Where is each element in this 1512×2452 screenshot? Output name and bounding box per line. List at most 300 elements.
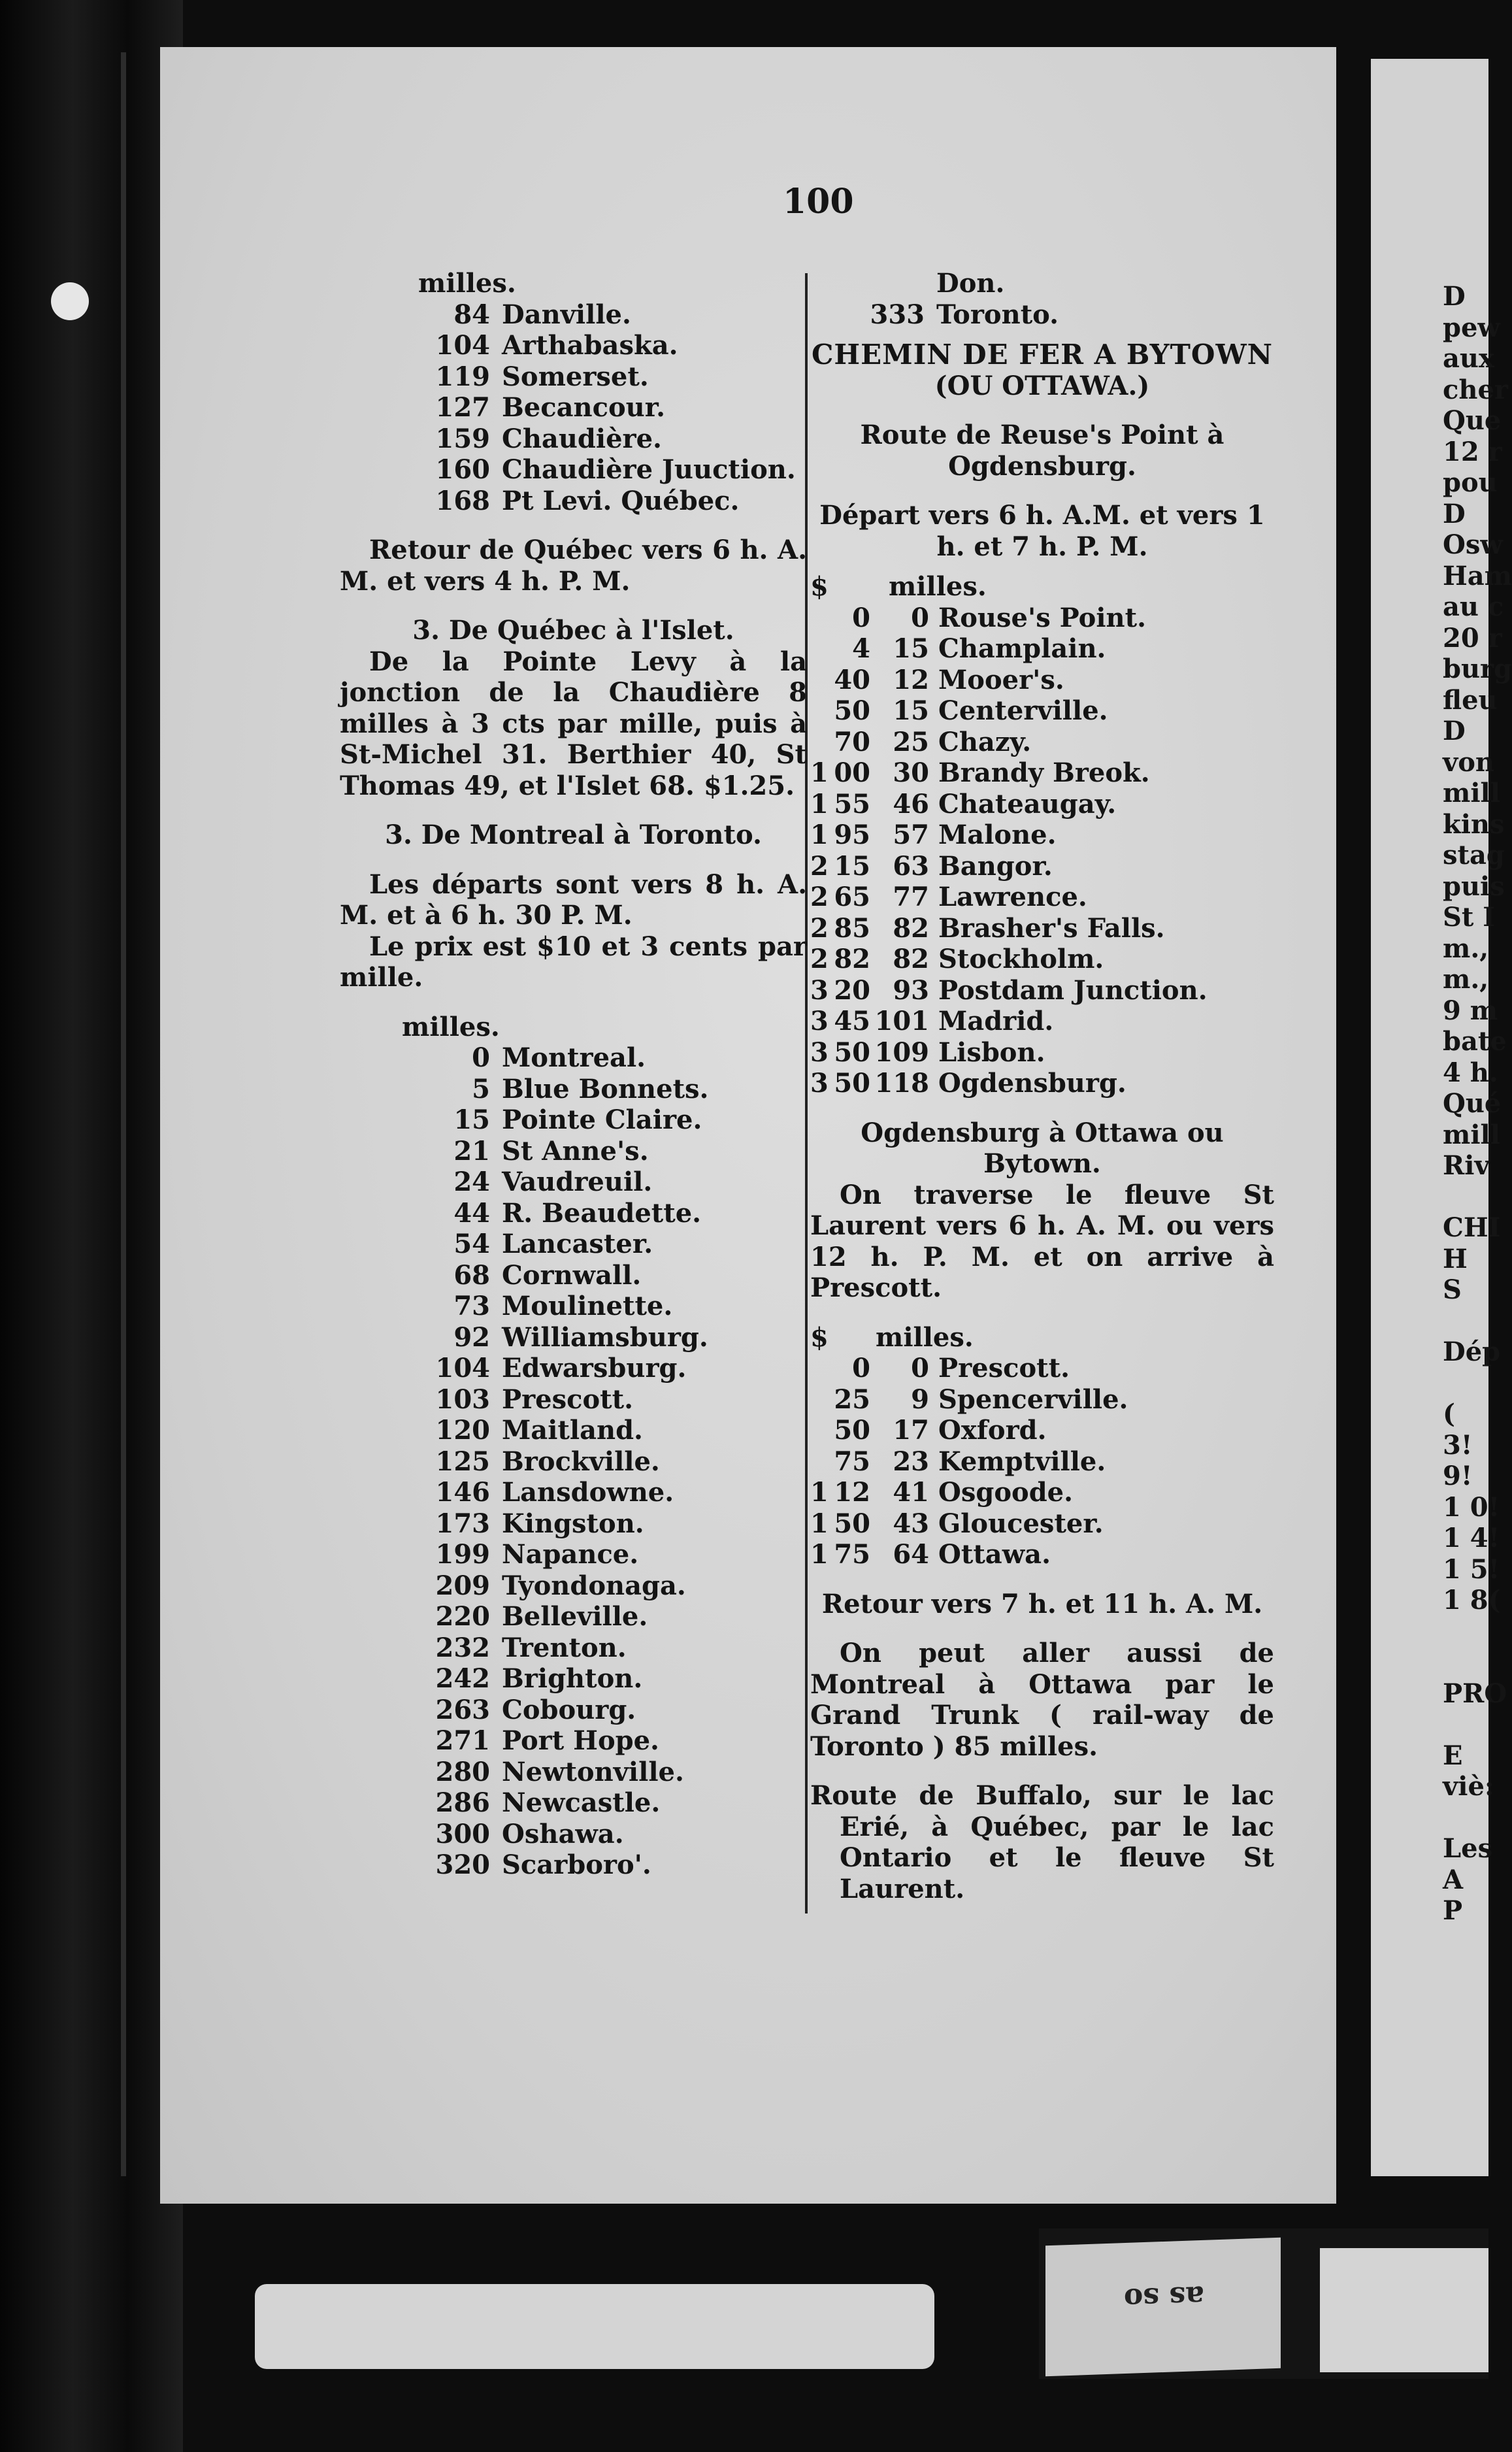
fare-cents: 70 bbox=[834, 726, 870, 757]
facing-text-fragment: PRO bbox=[1443, 1678, 1507, 1709]
facing-text-fragment: mill bbox=[1443, 778, 1500, 808]
station-name: Don. bbox=[936, 268, 1005, 299]
fare-dollars: 1 bbox=[810, 1539, 829, 1570]
mileage: 119 bbox=[435, 361, 490, 392]
facing-text-fragment: m., bbox=[1443, 964, 1489, 995]
route-title-rouses-point: Route de Reuse's Point à Ogdensburg. bbox=[860, 420, 1224, 482]
fare-row bbox=[810, 665, 1274, 696]
spine-line bbox=[121, 52, 126, 2176]
fare-row bbox=[810, 1384, 1274, 1416]
mileage: 104 bbox=[435, 1353, 490, 1383]
mileage: 24 bbox=[453, 1167, 490, 1197]
station-row bbox=[340, 1819, 807, 1850]
return-note-1: Retour de Québec vers 6 h. A. M. et vers 4 h. P. M. bbox=[340, 535, 807, 597]
facing-text-fragment: kins bbox=[1443, 808, 1505, 840]
fare-cents: 40 bbox=[834, 664, 870, 695]
station-list-1 bbox=[340, 299, 807, 517]
mileage: 54 bbox=[453, 1229, 490, 1259]
station-name: Newtonville. bbox=[502, 1756, 684, 1787]
station-name: Cobourg. bbox=[502, 1694, 636, 1725]
fare-row bbox=[810, 944, 1274, 975]
facing-text-fragment: E bbox=[1443, 1740, 1463, 1771]
fare-cents: 85 bbox=[834, 912, 870, 944]
facing-text-fragment: m., bbox=[1443, 933, 1489, 964]
mileage: 0 bbox=[911, 602, 929, 633]
facing-text-fragment: D bbox=[1443, 281, 1466, 312]
station-row bbox=[340, 1074, 807, 1105]
mileage: 0 bbox=[911, 1353, 929, 1383]
facing-text-fragment: A bbox=[1443, 1864, 1464, 1895]
station-name: Moulinette. bbox=[502, 1291, 673, 1321]
fare-dollars bbox=[810, 1415, 825, 1446]
fare-cents: 75 bbox=[834, 1539, 870, 1570]
station-name: Brandy Breok. bbox=[938, 757, 1150, 788]
departure-times: Départ vers 6 h. A.M. et vers 1 h. et 7 h. P. M. bbox=[819, 500, 1265, 562]
facing-text-fragment: pew bbox=[1443, 312, 1500, 343]
station-row bbox=[340, 1695, 807, 1726]
fare-row bbox=[810, 975, 1274, 1006]
station-row bbox=[340, 1601, 807, 1632]
fare-cents: 20 bbox=[834, 974, 870, 1006]
unit-header bbox=[340, 1012, 807, 1043]
station-name: Port Hope. bbox=[502, 1725, 659, 1756]
station-name: Mooer's. bbox=[938, 664, 1064, 695]
station-row bbox=[340, 1632, 807, 1664]
mileage bbox=[810, 268, 936, 299]
scrap-card bbox=[1320, 2248, 1488, 2372]
station-name: Toronto. bbox=[936, 299, 1059, 330]
fare-cents: 95 bbox=[834, 820, 870, 850]
station-name: Montreal. bbox=[502, 1042, 646, 1073]
mileage: 82 bbox=[893, 912, 929, 944]
station-name: St Anne's. bbox=[502, 1135, 649, 1167]
station-row bbox=[340, 1787, 807, 1819]
mileage: 333 bbox=[870, 299, 925, 330]
fare-dollars: 3 bbox=[810, 1006, 829, 1036]
facing-text-fragment: Ham bbox=[1443, 560, 1512, 591]
station-row bbox=[340, 1322, 807, 1353]
station-row bbox=[340, 299, 807, 331]
fare-dollars bbox=[810, 603, 825, 634]
station-name: Arthabaska. bbox=[502, 330, 678, 361]
mileage: 118 bbox=[874, 1068, 929, 1099]
station-row bbox=[340, 423, 807, 455]
mileage: 21 bbox=[453, 1135, 490, 1167]
station-name: Stockholm. bbox=[938, 944, 1104, 974]
station-row bbox=[340, 1229, 807, 1260]
fare-row bbox=[810, 789, 1274, 820]
station-name: Belleville. bbox=[502, 1601, 648, 1632]
grand-trunk-note: On peut aller aussi de Montreal à Ottawa par le Grand Trunk ( rail-way de Toronto ) 85 milles. bbox=[810, 1638, 1274, 1762]
station-name: Lancaster. bbox=[502, 1229, 653, 1259]
fare-row bbox=[810, 1068, 1274, 1099]
station-name: Gloucester. bbox=[938, 1508, 1104, 1539]
station-row bbox=[810, 299, 1274, 331]
facing-text-fragment: cher bbox=[1443, 374, 1508, 405]
facing-text-fragment: aux bbox=[1443, 343, 1494, 374]
mileage: 68 bbox=[453, 1259, 490, 1291]
station-name: Lawrence. bbox=[938, 882, 1087, 912]
station-row bbox=[340, 1849, 807, 1881]
station-row bbox=[340, 1415, 807, 1446]
fare-cents: 50 bbox=[834, 1036, 870, 1068]
station-name: Madrid. bbox=[938, 1006, 1054, 1036]
fare-cents: 75 bbox=[834, 1446, 870, 1477]
fare-row bbox=[810, 851, 1274, 882]
mileage: 84 bbox=[453, 299, 490, 330]
mileage: 271 bbox=[435, 1725, 490, 1756]
mileage: 168 bbox=[435, 485, 490, 516]
mileage: 57 bbox=[893, 820, 929, 850]
fare-dollars bbox=[810, 1446, 825, 1478]
unit-header bbox=[340, 268, 807, 299]
section-title-quebec-islet: 3. De Québec à l'Islet. bbox=[412, 615, 734, 646]
fare-cents: 0 bbox=[852, 1353, 870, 1383]
station-name: Spencerville. bbox=[938, 1383, 1128, 1415]
station-name: Lansdowne. bbox=[502, 1477, 674, 1508]
fare-cents: 50 bbox=[834, 695, 870, 726]
mileage: 41 bbox=[893, 1477, 929, 1508]
station-row bbox=[340, 1757, 807, 1788]
fare-dollars bbox=[810, 1353, 825, 1384]
facing-text-fragment: St I bbox=[1443, 902, 1495, 933]
station-name: Chateaugay. bbox=[938, 788, 1117, 820]
facing-text-fragment: pou bbox=[1443, 467, 1498, 498]
station-name: Brasher's Falls. bbox=[938, 912, 1165, 944]
fare-dollars: 3 bbox=[810, 974, 829, 1006]
facing-text-fragment: 1 4! bbox=[1443, 1523, 1500, 1553]
mileage: 46 bbox=[893, 788, 929, 820]
station-name: Pt Levi. Québec. bbox=[502, 485, 740, 516]
station-name: Postdam Junction. bbox=[938, 974, 1208, 1006]
mileage: 25 bbox=[893, 726, 929, 757]
fare-row bbox=[810, 757, 1274, 789]
facing-text-fragment: bate bbox=[1443, 1026, 1507, 1057]
station-row bbox=[340, 1663, 807, 1695]
fare-row bbox=[810, 1539, 1274, 1570]
fare-cents: 55 bbox=[834, 788, 870, 820]
mileage: 220 bbox=[435, 1601, 490, 1632]
station-name: Danville. bbox=[502, 299, 631, 330]
facing-text-fragment: von bbox=[1443, 746, 1495, 778]
mileage: 30 bbox=[893, 757, 929, 788]
station-row bbox=[340, 1539, 807, 1570]
facing-text-fragment: 9! bbox=[1443, 1461, 1473, 1491]
station-row bbox=[340, 1384, 807, 1416]
fare-row bbox=[810, 727, 1274, 758]
mileage: 15 bbox=[893, 633, 929, 664]
section-title-bytown: CHEMIN DE FER A BYTOWN bbox=[811, 339, 1274, 371]
fare-cents: 15 bbox=[834, 850, 870, 882]
route-text-ogdensburg-ottawa: On traverse le fleuve St Laurent vers 6 h. A. M. ou vers 12 h. P. M. et on arrive à Prescott. bbox=[810, 1179, 1274, 1303]
mileage: 43 bbox=[893, 1508, 929, 1539]
station-row bbox=[340, 1104, 807, 1136]
fare-cents: 50 bbox=[834, 1068, 870, 1099]
station-row bbox=[340, 1477, 807, 1508]
mileage: 17 bbox=[893, 1415, 929, 1446]
station-row bbox=[340, 1291, 807, 1322]
mileage: 5 bbox=[472, 1073, 490, 1104]
fare-dollars: 2 bbox=[810, 944, 829, 974]
station-name: R. Beaudette. bbox=[502, 1197, 702, 1229]
facing-text-fragment: S bbox=[1443, 1274, 1462, 1305]
fare-row bbox=[810, 1006, 1274, 1037]
facing-text-fragment: burg bbox=[1443, 654, 1512, 684]
unit-label: milles. bbox=[889, 571, 987, 602]
station-name: Scarboro'. bbox=[502, 1849, 651, 1880]
mileage: 127 bbox=[435, 392, 490, 423]
facing-page bbox=[1371, 59, 1512, 2176]
station-row bbox=[340, 1042, 807, 1074]
station-name: Blue Bonnets. bbox=[502, 1073, 709, 1104]
return-note-2: Retour vers 7 h. et 11 h. A. M. bbox=[821, 1588, 1263, 1619]
facing-text-fragment: P bbox=[1443, 1895, 1463, 1926]
station-name: Rouse's Point. bbox=[938, 602, 1147, 633]
station-row bbox=[340, 1167, 807, 1198]
scrap-text: as so bbox=[1124, 2279, 1204, 2316]
station-name: Napance. bbox=[502, 1539, 639, 1570]
fare-cents: 50 bbox=[834, 1415, 870, 1446]
facing-text-fragment: stag bbox=[1443, 840, 1505, 870]
continued-rows bbox=[810, 268, 1274, 330]
facing-text-fragment: 3! bbox=[1443, 1429, 1473, 1461]
station-row bbox=[340, 1353, 807, 1384]
station-row bbox=[340, 1725, 807, 1757]
mileage: 160 bbox=[435, 454, 490, 485]
mileage: 23 bbox=[893, 1446, 929, 1477]
facing-text-fragment: Dép bbox=[1443, 1336, 1501, 1367]
station-name: Brighton. bbox=[502, 1663, 643, 1694]
mileage: 44 bbox=[453, 1197, 490, 1229]
fare-row bbox=[810, 1446, 1274, 1478]
fare-dollars: 2 bbox=[810, 850, 829, 882]
fare-row bbox=[810, 1353, 1274, 1384]
fare-dollars bbox=[810, 727, 825, 758]
station-name: Cornwall. bbox=[502, 1259, 642, 1291]
station-row bbox=[340, 1198, 807, 1229]
mileage: 63 bbox=[893, 850, 929, 882]
fare-dollars: 1 bbox=[810, 788, 829, 820]
station-name: Kingston. bbox=[502, 1508, 644, 1539]
station-name: Malone. bbox=[938, 820, 1057, 850]
fare-table-1 bbox=[810, 603, 1274, 1099]
mileage: 103 bbox=[435, 1383, 490, 1415]
station-name: Edwarsburg. bbox=[502, 1353, 687, 1383]
station-name: Champlain. bbox=[938, 633, 1106, 664]
facing-text-fragment: Qué bbox=[1443, 1088, 1502, 1119]
fare-dollars: 2 bbox=[810, 882, 829, 912]
fare-dollars: 1 bbox=[810, 757, 829, 788]
fare-row bbox=[810, 1415, 1274, 1446]
fare-row bbox=[810, 820, 1274, 851]
mileage: 0 bbox=[472, 1042, 490, 1073]
fare-note: Le prix est $10 et 3 cents par mille. bbox=[340, 931, 807, 993]
station-list-2 bbox=[340, 1042, 807, 1881]
mileage: 101 bbox=[874, 1006, 929, 1036]
page-number: 100 bbox=[783, 182, 854, 222]
station-name: Ogdensburg. bbox=[938, 1068, 1126, 1099]
facing-text-fragment: puis bbox=[1443, 870, 1505, 902]
book-spine bbox=[0, 0, 183, 2452]
station-name: Prescott. bbox=[502, 1383, 634, 1415]
station-row bbox=[340, 1136, 807, 1167]
station-name: Somerset. bbox=[502, 361, 649, 392]
mileage: 73 bbox=[453, 1291, 490, 1321]
fare-cents: 00 bbox=[834, 757, 870, 788]
fare-row bbox=[810, 1477, 1274, 1508]
unit-label: milles. bbox=[876, 1321, 974, 1353]
facing-text-fragment: Les bbox=[1443, 1833, 1493, 1864]
fare-row bbox=[810, 882, 1274, 913]
route-title-ogdensburg-ottawa: Ogdensburg à Ottawa ou Bytown. bbox=[861, 1117, 1224, 1179]
station-name: Osgoode. bbox=[938, 1477, 1074, 1508]
mileage: 199 bbox=[435, 1539, 490, 1570]
fare-row bbox=[810, 1037, 1274, 1069]
fare-row bbox=[810, 695, 1274, 727]
facing-text-fragment: 1 8( bbox=[1443, 1585, 1501, 1615]
buffalo-route-note: Route de Buffalo, sur le lac Erié, à Québec, par le lac Ontario et le fleuve St Laurent. bbox=[810, 1780, 1274, 1904]
fare-dollars: 2 bbox=[810, 912, 829, 944]
station-name: Williamsburg. bbox=[502, 1321, 708, 1353]
mileage: 15 bbox=[893, 695, 929, 726]
fare-dollars: 3 bbox=[810, 1036, 829, 1068]
facing-text-fragment: mill bbox=[1443, 1119, 1500, 1150]
station-row bbox=[340, 361, 807, 393]
fare-table-2 bbox=[810, 1353, 1274, 1570]
fare-row bbox=[810, 603, 1274, 634]
fare-row bbox=[810, 633, 1274, 665]
facing-text-fragment: 1 5! bbox=[1443, 1553, 1500, 1585]
left-column bbox=[340, 268, 807, 1881]
station-name: Oshawa. bbox=[502, 1818, 624, 1849]
fare-cents: 65 bbox=[834, 882, 870, 912]
facing-text-fragment: au c bbox=[1443, 591, 1504, 622]
mileage: 232 bbox=[435, 1632, 490, 1663]
facing-text-fragment: D bbox=[1443, 498, 1466, 529]
facing-text-fragment: H bbox=[1443, 1243, 1468, 1274]
mileage: 263 bbox=[435, 1694, 490, 1725]
fare-cents: 12 bbox=[834, 1477, 870, 1508]
station-name: Becancour. bbox=[502, 392, 666, 423]
station-name: Prescott. bbox=[938, 1353, 1070, 1383]
station-name: Vaudreuil. bbox=[502, 1167, 653, 1197]
fare-row bbox=[810, 913, 1274, 944]
station-row bbox=[340, 454, 807, 486]
mileage: 93 bbox=[893, 974, 929, 1006]
mileage: 12 bbox=[893, 664, 929, 695]
mileage: 286 bbox=[435, 1787, 490, 1818]
mileage: 159 bbox=[435, 423, 490, 454]
station-name: Ottawa. bbox=[938, 1539, 1051, 1570]
station-row bbox=[340, 1508, 807, 1540]
mileage: 9 bbox=[911, 1383, 929, 1415]
dollar-header: $ bbox=[810, 1321, 829, 1353]
fare-dollars: 3 bbox=[810, 1068, 829, 1099]
fare-row bbox=[810, 1508, 1274, 1540]
table-header bbox=[810, 1322, 1274, 1353]
station-name: Trenton. bbox=[502, 1632, 627, 1663]
section-text-quebec-islet: De la Pointe Levy à la jonction de la Chaudière 8 milles à 3 cts par mille, puis à St-Michel 31. Berthier 40, St Thomas 49, et l'Islet 68. $1.25. bbox=[340, 646, 807, 801]
facing-text-fragment: Que bbox=[1443, 405, 1502, 436]
station-row bbox=[340, 1570, 807, 1602]
station-name: Lisbon. bbox=[938, 1036, 1045, 1068]
section-title-montreal-toronto: 3. De Montreal à Toronto. bbox=[385, 820, 762, 850]
fare-dollars bbox=[810, 665, 825, 696]
fare-dollars: 1 bbox=[810, 1477, 829, 1508]
station-row bbox=[340, 486, 807, 517]
station-name: Chaudière. bbox=[502, 423, 662, 454]
facing-text-fragment: D bbox=[1443, 716, 1466, 746]
station-name: Pointe Claire. bbox=[502, 1104, 702, 1135]
facing-text-fragment: 1 0! bbox=[1443, 1491, 1500, 1523]
station-row bbox=[810, 268, 1274, 299]
fare-cents: 4 bbox=[852, 633, 870, 664]
station-name: Oxford. bbox=[938, 1415, 1047, 1446]
departure-note: Les départs sont vers 8 h. A. M. et à 6 h. 30 P. M. bbox=[340, 869, 807, 931]
fare-cents: 82 bbox=[834, 944, 870, 974]
facing-text-fragment: Osw bbox=[1443, 529, 1503, 560]
right-column bbox=[810, 268, 1274, 1904]
mileage: 242 bbox=[435, 1663, 490, 1694]
paper-fleck bbox=[51, 282, 89, 320]
mileage: 64 bbox=[893, 1539, 929, 1570]
mileage: 280 bbox=[435, 1756, 490, 1787]
station-name: Bangor. bbox=[938, 850, 1053, 882]
station-name: Newcastle. bbox=[502, 1787, 661, 1818]
section-subtitle-ottawa: (OU OTTAWA.) bbox=[934, 370, 1150, 401]
bottom-paper-strip bbox=[255, 2284, 934, 2369]
facing-text-fragment: 4 h. bbox=[1443, 1057, 1498, 1088]
mileage: 320 bbox=[435, 1849, 490, 1880]
station-row bbox=[340, 1446, 807, 1478]
mileage: 104 bbox=[435, 330, 490, 361]
mileage: 300 bbox=[435, 1818, 490, 1849]
fare-dollars: 1 bbox=[810, 1508, 829, 1539]
mileage: 82 bbox=[893, 944, 929, 974]
station-row bbox=[340, 1260, 807, 1291]
station-name: Brockville. bbox=[502, 1446, 660, 1477]
station-name: Chazy. bbox=[938, 726, 1032, 757]
fare-dollars bbox=[810, 695, 825, 727]
facing-text-fragment: Riv bbox=[1443, 1150, 1490, 1181]
fare-cents: 25 bbox=[834, 1383, 870, 1415]
station-row bbox=[340, 330, 807, 361]
dollar-header: $ bbox=[810, 571, 829, 602]
fare-dollars: 1 bbox=[810, 820, 829, 850]
facing-text-fragment: 9 m bbox=[1443, 995, 1498, 1026]
unit-label: milles. bbox=[402, 1011, 500, 1042]
station-name: Tyondonaga. bbox=[502, 1570, 686, 1601]
station-name: Centerville. bbox=[938, 695, 1108, 726]
mileage: 146 bbox=[435, 1477, 490, 1508]
table-header bbox=[810, 571, 1274, 603]
station-name: Kemptville. bbox=[938, 1446, 1106, 1477]
station-row bbox=[340, 392, 807, 423]
mileage: 173 bbox=[435, 1508, 490, 1539]
bottom-right-scraps bbox=[1039, 2228, 1488, 2379]
unit-label: milles. bbox=[418, 268, 516, 299]
mileage: 77 bbox=[893, 882, 929, 912]
fare-cents: 0 bbox=[852, 602, 870, 633]
facing-text-fragment: 20 r bbox=[1443, 622, 1502, 654]
mileage: 15 bbox=[453, 1104, 490, 1135]
station-name: Chaudière Juuction. bbox=[502, 454, 796, 485]
facing-text-fragment: fleu bbox=[1443, 684, 1498, 716]
mileage: 125 bbox=[435, 1446, 490, 1477]
facing-text-fragment: 12 r bbox=[1443, 436, 1502, 467]
mileage: 209 bbox=[435, 1570, 490, 1601]
scrap-card bbox=[1045, 2238, 1281, 2377]
